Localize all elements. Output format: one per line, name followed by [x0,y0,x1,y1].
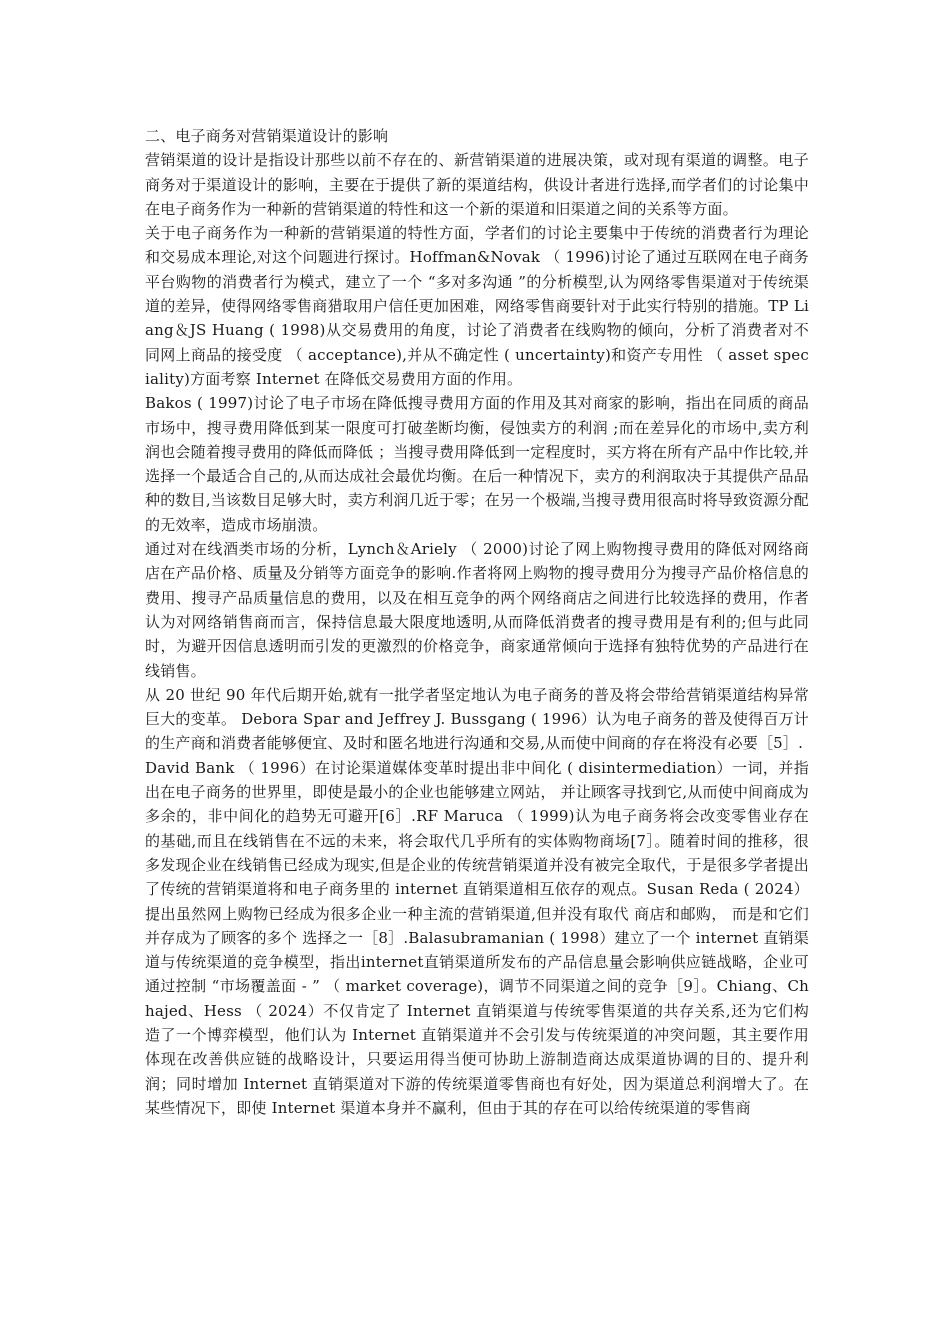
paragraph-disintermediation: David Bank （ 1996）在讨论渠道媒体变革时提出非中间化 ( disintermediation）一词，并指出在电子商务的世界里，即使是最小的企业也能够建立网站， 并让顾客寻找到它,从而使中间商成为多余的，非中间化的趋势无可避开[6］.RF Maruca （ 1999)认为电子商务将会改变零售业存在的基础,而且在线销售在不远的未来，将会取代几乎所有的实体购物商场[7］。随着时间的推移，很多发现企业在线销售已经成为现实,但是企业的传统营销渠道并没有被完全取代，于是很多学者提出了传统的营销渠道将和电子商务里的 internet 直销渠道相互依存的观点。Susan Reda ( 2024）提出虽然网上购物已经成为很多企业一种主流的营销渠道,但并没有取代 商店和邮购， 而是和它们并存成为了顾客的多个 选择之一［8］.Balasubramanian ( 1998）建立了一个 internet 直销渠道与传统渠道的竞争模型，指出internet直销渠道所发布的产品信息量会影响供应链战略，企业可通过控制 “市场覆盖面 - ” （ market coverage)，调节不同渠道之间的竞争［9］。Chiang、Chhajed、Hess （ 2024）不仅肯定了 Internet 直销渠道与传统零售渠道的共存关系,还为它们构造了一个博弈模型，他们认为 Internet 直销渠道并不会引发与传统渠道的冲突问题，其主要作用体现在改善供应链的战略设计，只要运用得当便可协助上游制造商达成渠道协调的目的、提升利润；同时增加 Internet 直销渠道对下游的传统渠道零售商也有好处，因为渠道总利润增大了。在某些情况下，即使 Internet 渠道本身并不赢利，但由于其的存在可以给传统渠道的零售商 [145,758,809,1117]
document-body [145,124,809,1120]
paragraph-bakos: Bakos ( 1997)讨论了电子市场在降低搜寻费用方面的作用及其对商家的影响，指出在同质的商品市场中，搜寻费用降低到某一限度可打破垄断均衡，侵蚀卖方的利润 ;而在差异化的市场中,卖方利润也会随着搜寻费用的降低而降低 ；当搜寻费用降低到一定程度时，买方将在所有产品中作比较,并选择一个最适合自己的,从而达成社会最优均衡。在后一种情况下，卖方的利润取决于其提供产品品种的数目,当该数目足够大时，卖方利润几近于零；在另一个极端,当搜寻费用很高时将导致资源分配的无效率，造成市场崩溃。 [145,394,809,534]
paragraph-spar-bussgang: 从 20 世纪 90 年代后期开始,就有一批学者坚定地认为电子商务的普及将会带给营销渠道结构异常巨大的变革。 Debora Spar and Jeffrey J. Bussgang ( 1996）认为电子商务的普及使得百万计的生产商和消费者能够便宜、及时和匿名地进行沟通和交易,从而使中间商的存在将没有必要［5］. [145,685,809,753]
section-heading: 二、电子商务对营销渠道设计的影响 [145,127,389,145]
paragraph-lynch-ariely: 通过对在线酒类市场的分析，Lynch＆Ariely （ 2000)讨论了网上购物搜寻费用的降低对网络商店在产品价格、质量及分销等方面竞争的影响.作者将网上购物的搜寻费用分为搜寻产品价格信息的费用、搜寻产品质量信息的费用，以及在相互竞争的两个网络商店之间进行比较选择的费用，作者认为对网络销售商而言，保持信息最大限度地透明,从而降低消费者的搜寻费用是有利的;但与此同时，为避开因信息透明而引发的更激烈的价格竞争，商家通常倾向于选择有独特优势的产品进行在线销售。 [145,540,809,680]
paragraph-channel-characteristics: 关于电子商务作为一种新的营销渠道的特性方面，学者们的讨论主要集中于传统的消费者行为理论和交易成本理论,对这个问题进行探讨。Hoffman&Novak （ 1996)讨论了通过互联网在电子商务平台购物的消费者行为模式，建立了一个 “多对多沟通 ”的分析模型,认为网络零售渠道对于传统渠道的差异，使得网络零售商猎取用户信任更加困难，网络零售商要针对于此实行特别的措施。TP Liang＆JS Huang ( 1998)从交易费用的角度，讨论了消费者在线购物的倾向，分析了消费者对不同网上商品的接受度 （ acceptance),并从不确定性 ( uncertainty)和资产专用性 （ asset speciality)方面考察 Internet 在降低交易费用方面的作用。 [145,224,809,388]
paragraph-channel-design: 营销渠道的设计是指设计那些以前不存在的、新营销渠道的进展决策，或对现有渠道的调整。电子商务对于渠道设计的影响，主要在于提供了新的渠道结构，供设计者进行选择,而学者们的讨论集中在电子商务作为一种新的营销渠道的特性和这一个新的渠道和旧渠道之间的关系等方面。 [145,151,809,218]
